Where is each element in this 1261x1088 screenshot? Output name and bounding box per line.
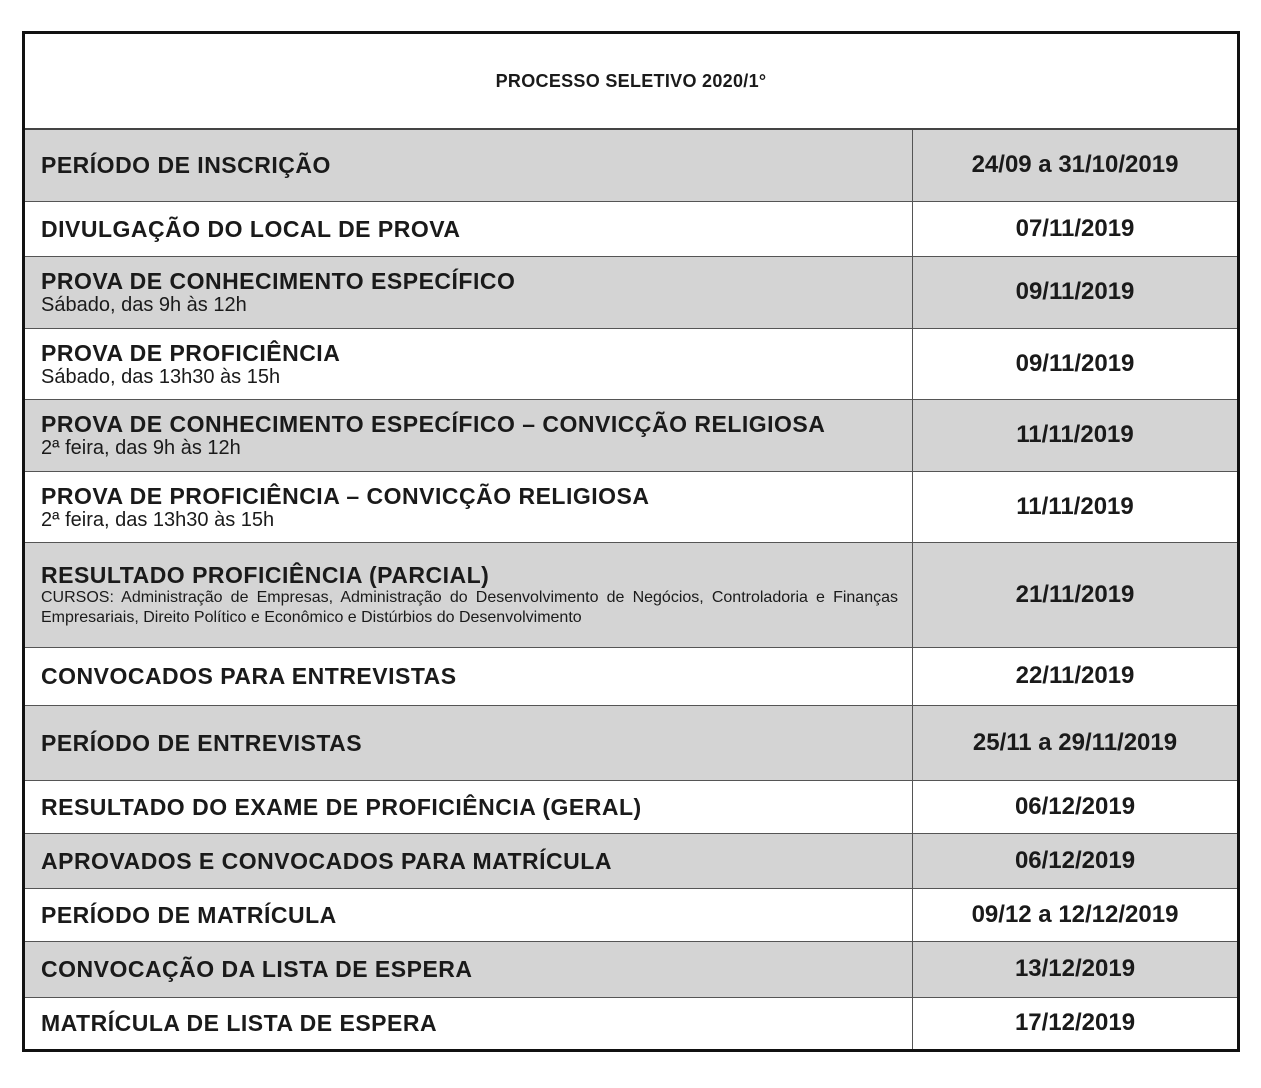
table-row [24,647,1239,705]
table-row [24,129,1239,201]
table-row [24,780,1239,833]
event-title: PROVA DE CONHECIMENTO ESPECÍFICO – CONVICÇÃO RELIGIOSA [41,411,826,437]
event-detail: Sábado, das 9h às 12h [41,294,247,316]
event-detail: Sábado, das 13h30 às 15h [41,365,281,388]
table-row [24,705,1239,780]
date-cell: 22/11/2019 [913,647,1239,705]
event-detail: 2ª feira, das 9h às 12h [41,437,241,459]
table-row [24,941,1239,997]
event-title: PERÍODO DE MATRÍCULA [41,901,337,928]
table-row [24,542,1239,647]
event-courses: CURSOS: Administração de Empresas, Administração do Desenvolvimento de Negócios, Controladoria e Finanças Empresariais, Direito Político e Econômico e Distúrbios do Desenvolvimento [41,588,898,626]
date-cell: 09/12 a 12/12/2019 [913,888,1239,941]
event-cell [24,833,913,888]
event-cell [24,941,913,997]
date-cell: 11/11/2019 [913,471,1239,542]
table-row [24,471,1239,542]
table-title: PROCESSO SELETIVO 2020/1° [24,33,1239,130]
table-row [24,888,1239,941]
event-title: CONVOCAÇÃO DA LISTA DE ESPERA [41,956,473,982]
event-detail: 2ª feira, das 13h30 às 15h [41,508,275,531]
event-title: APROVADOS E CONVOCADOS PARA MATRÍCULA [41,847,612,874]
date-cell: 21/11/2019 [913,542,1239,647]
schedule-table [22,31,1240,1052]
event-title: PROVA DE PROFICIÊNCIA [41,339,341,366]
date-cell: 24/09 a 31/10/2019 [913,129,1239,201]
date-cell: 07/11/2019 [913,201,1239,256]
date-cell: 25/11 a 29/11/2019 [913,705,1239,780]
event-cell [24,328,913,399]
title-row [24,33,1239,130]
event-cell [24,129,913,201]
event-title: RESULTADO DO EXAME DE PROFICIÊNCIA (GERAL) [41,793,642,820]
event-title: PERÍODO DE INSCRIÇÃO [41,152,331,179]
table-row [24,256,1239,328]
event-cell [24,399,913,471]
table-row [24,328,1239,399]
event-title: PROVA DE CONHECIMENTO ESPECÍFICO [41,268,516,294]
event-title: MATRÍCULA DE LISTA DE ESPERA [41,1010,438,1036]
table-row [24,399,1239,471]
table-row [24,201,1239,256]
table-row [24,833,1239,888]
event-title: CONVOCADOS PARA ENTREVISTAS [41,663,457,689]
date-cell: 06/12/2019 [913,780,1239,833]
table-row [24,997,1239,1050]
event-cell [24,542,913,647]
event-cell [24,471,913,542]
event-cell [24,256,913,328]
event-cell [24,705,913,780]
date-cell: 09/11/2019 [913,328,1239,399]
event-cell [24,647,913,705]
event-title: PROVA DE PROFICIÊNCIA – CONVICÇÃO RELIGIOSA [41,482,650,509]
date-cell: 09/11/2019 [913,256,1239,328]
event-title: DIVULGAÇÃO DO LOCAL DE PROVA [41,215,461,242]
date-cell: 06/12/2019 [913,833,1239,888]
date-cell: 11/11/2019 [913,399,1239,471]
event-cell [24,997,913,1050]
date-cell: 17/12/2019 [913,997,1239,1050]
event-cell [24,780,913,833]
date-cell: 13/12/2019 [913,941,1239,997]
event-title: RESULTADO PROFICIÊNCIA (PARCIAL) [41,561,490,588]
event-title: PERÍODO DE ENTREVISTAS [41,729,363,756]
event-cell [24,888,913,941]
event-cell [24,201,913,256]
